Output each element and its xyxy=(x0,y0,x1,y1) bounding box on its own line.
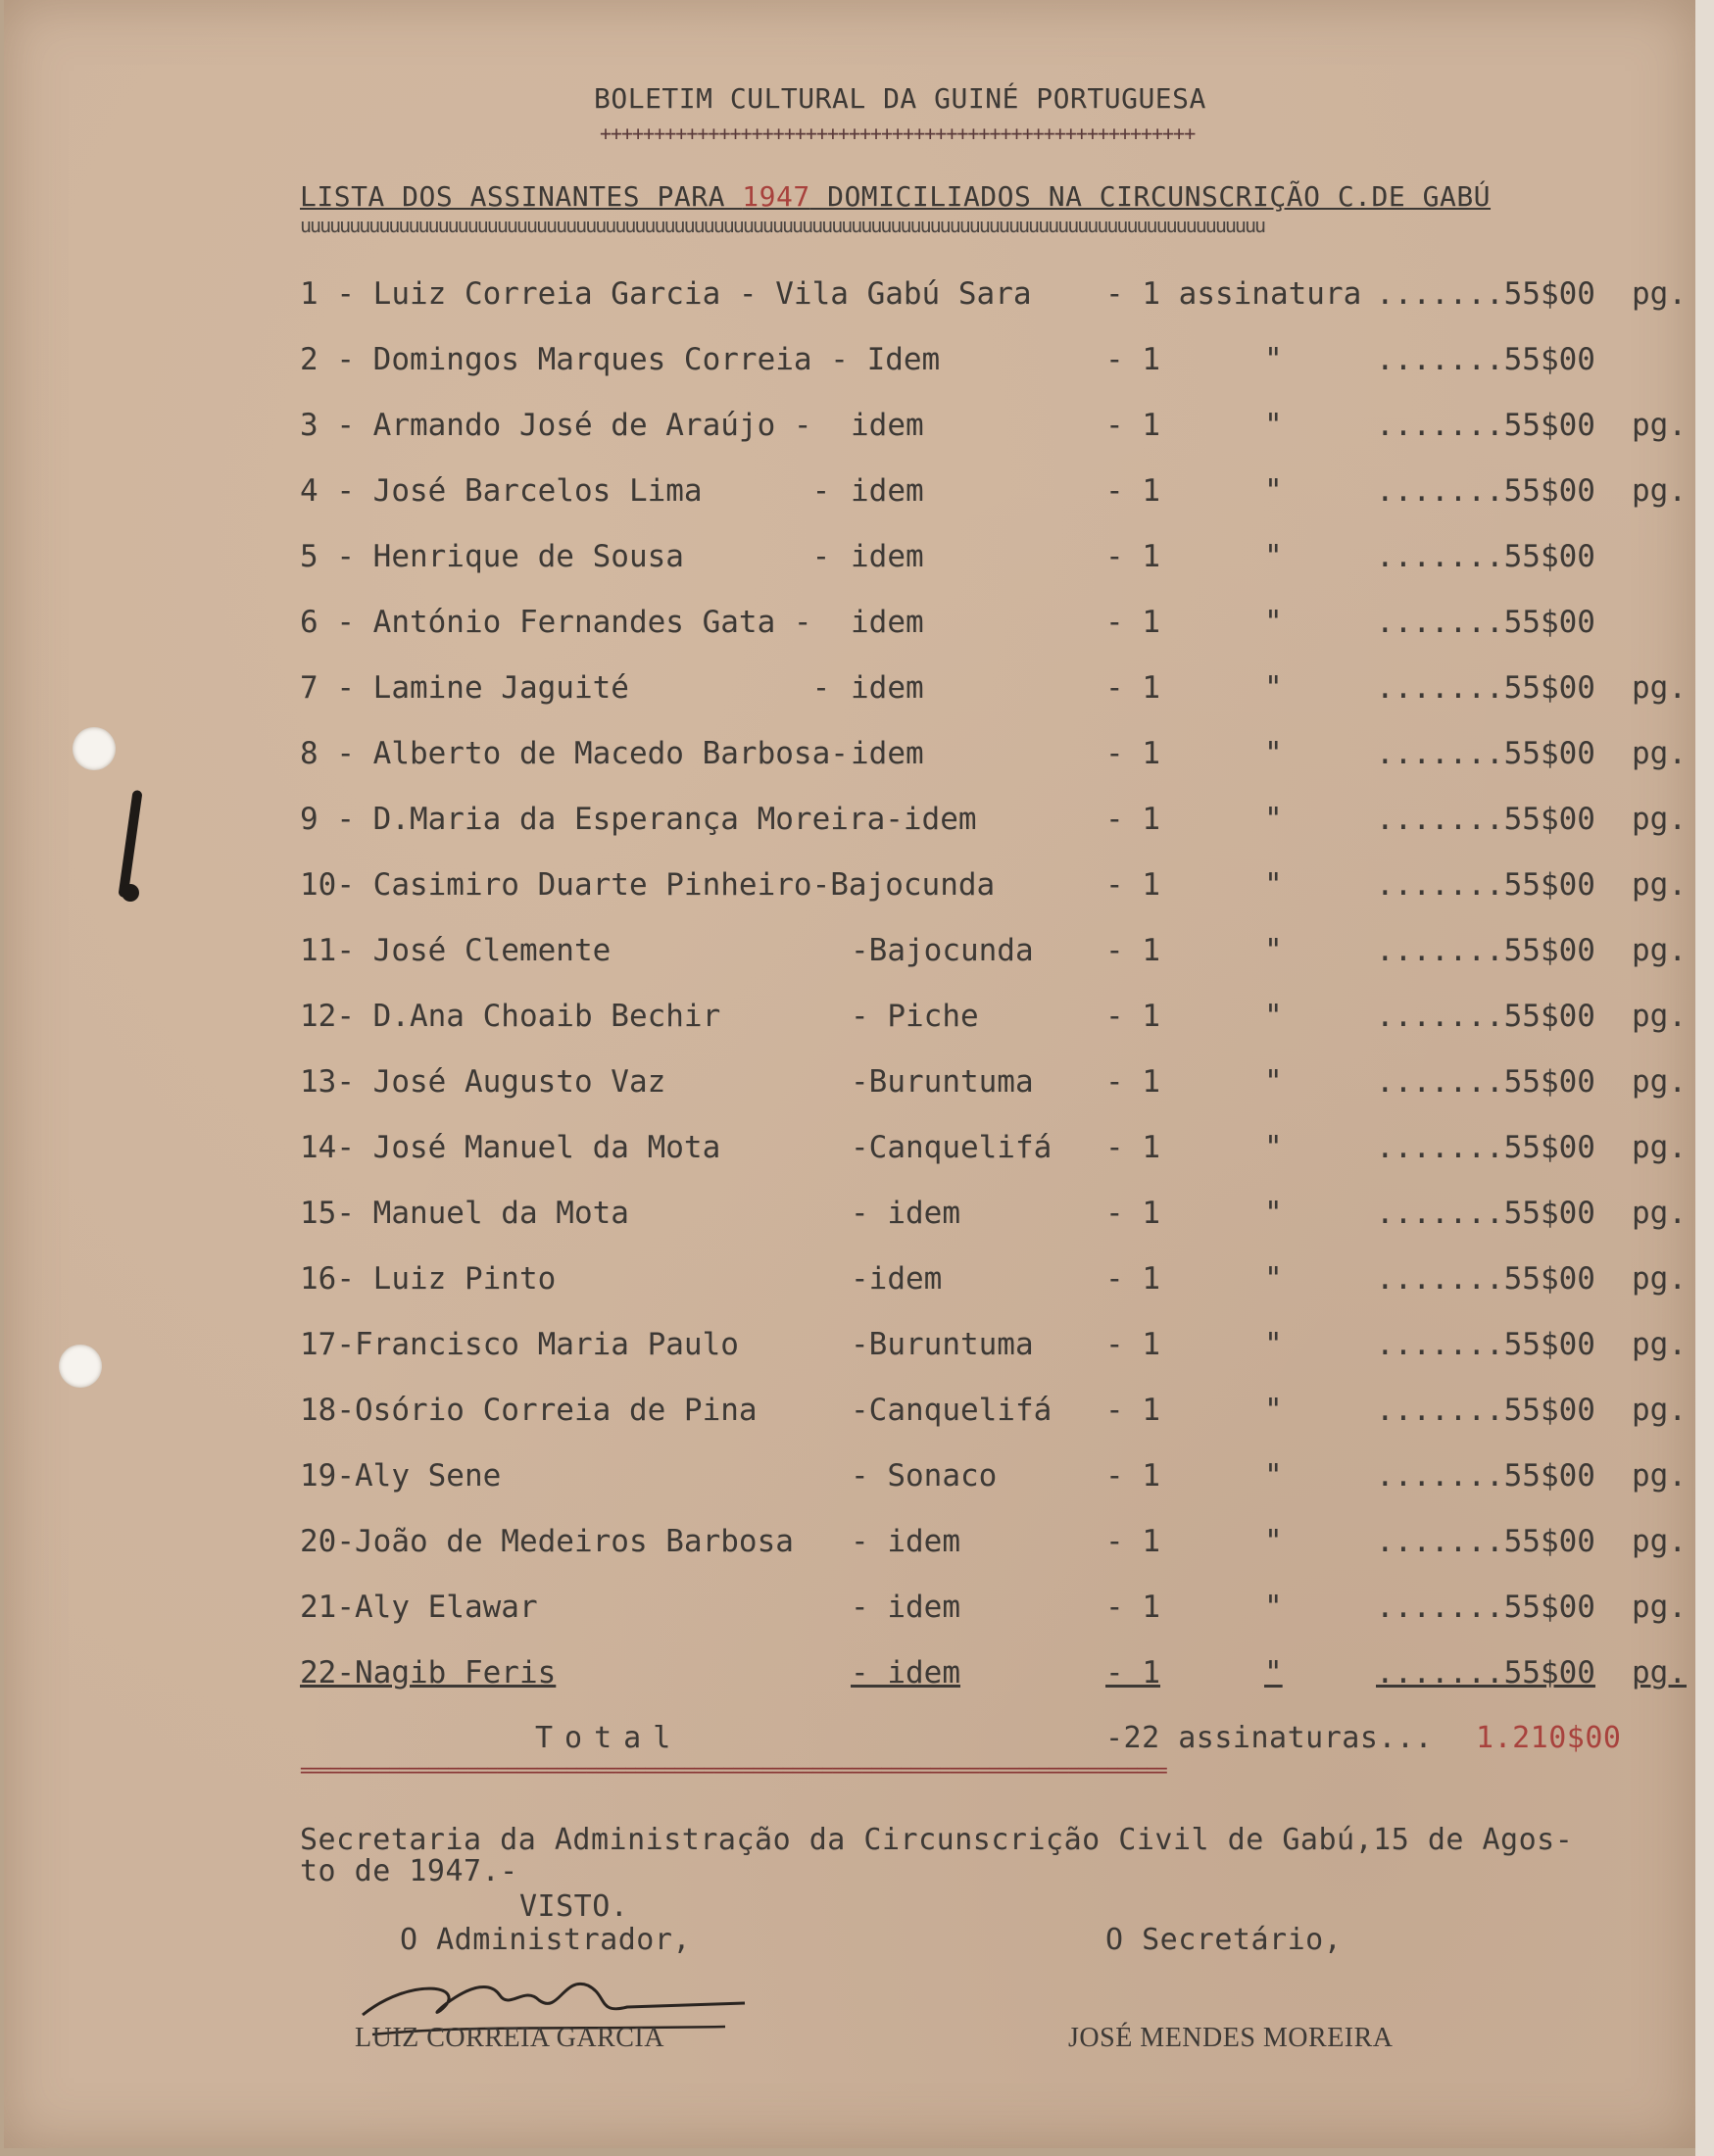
subscription-price: .......55$00 xyxy=(1376,1130,1595,1165)
list-item xyxy=(0,1064,1714,1103)
subscription-price: .......55$00 xyxy=(1376,736,1595,771)
ditto-mark: " xyxy=(1264,1196,1283,1231)
subscriber-name: 14- José Manuel da Mota xyxy=(300,1130,721,1165)
paid-mark: pg. xyxy=(1632,867,1687,903)
subscriber-name: 12- D.Ana Choaib Bechir xyxy=(300,999,721,1034)
subscriber-location: idem xyxy=(851,736,924,771)
ditto-mark: " xyxy=(1264,736,1283,771)
subscriber-name: 11- José Clemente xyxy=(300,933,612,968)
subscription-quantity: - 1 xyxy=(1105,933,1160,968)
paid-mark: pg. xyxy=(1632,1655,1687,1690)
subscription-quantity: - 1 xyxy=(1105,605,1160,640)
subscriber-location: - Piche xyxy=(851,999,979,1034)
subscription-quantity: - 1 xyxy=(1105,1655,1160,1690)
ditto-mark: " xyxy=(1264,539,1283,574)
subscription-quantity: - 1 xyxy=(1105,539,1160,574)
subscriber-name: 5 - Henrique de Sousa - xyxy=(300,539,831,574)
subscription-price: .......55$00 xyxy=(1376,605,1595,640)
list-item xyxy=(0,539,1714,578)
list-item xyxy=(0,342,1714,381)
ditto-mark: " xyxy=(1264,802,1283,837)
subscriber-location: idem xyxy=(851,539,924,574)
list-item xyxy=(0,1524,1714,1563)
subscriber-location: -Buruntuma xyxy=(851,1327,1034,1362)
subscriber-name: 1 - Luiz Correia Garcia - Vila Gabú Sara xyxy=(300,276,1032,312)
ditto-mark: " xyxy=(1264,933,1283,968)
subscriber-location: - idem xyxy=(851,1524,960,1559)
list-item xyxy=(0,867,1714,906)
administrator-label: O Administrador, xyxy=(400,1923,691,1957)
subscription-price: .......55$00 xyxy=(1376,408,1595,443)
subscription-price: .......55$00 xyxy=(1376,802,1595,837)
subscriber-location: - idem xyxy=(851,1655,960,1690)
subscription-price: .......55$00 xyxy=(1376,1590,1595,1625)
subscriber-name: 18-Osório Correia de Pina xyxy=(300,1393,758,1428)
subscriber-location: -Buruntuma xyxy=(851,1064,1034,1100)
paid-mark: pg. xyxy=(1632,802,1687,837)
ditto-mark: " xyxy=(1264,1064,1283,1100)
list-item xyxy=(0,933,1714,972)
administrator-name: LUIZ CORREIA GARCIA xyxy=(355,2023,664,2053)
subscription-quantity: - 1 xyxy=(1105,1261,1160,1297)
subscriber-location: idem xyxy=(851,473,924,509)
heading-rule: uuuuuuuuuuuuuuuuuuuuuuuuuuuuuuuuuuuuuuuuuuuuuuuuuuuuuuuuuuuuuuuuuuuuuuuuuuuuuuuuuuuuuuuuuuuuuuuuuu xyxy=(300,214,1265,237)
ditto-mark: " xyxy=(1264,1261,1283,1297)
subscription-quantity: - 1 xyxy=(1105,408,1160,443)
subscription-quantity: - 1 xyxy=(1105,1458,1160,1494)
paid-mark: pg. xyxy=(1632,276,1687,312)
subscriber-name: 17-Francisco Maria Paulo xyxy=(300,1327,739,1362)
subscription-quantity: - 1 xyxy=(1105,1524,1160,1559)
subscription-price: .......55$00 xyxy=(1376,999,1595,1034)
total-count: -22 assinaturas... xyxy=(1105,1721,1434,1755)
list-item xyxy=(0,605,1714,644)
subscription-price: .......55$00 xyxy=(1376,1524,1595,1559)
ditto-mark: " xyxy=(1264,1327,1283,1362)
subscription-quantity: - 1 xyxy=(1105,999,1160,1034)
paid-mark: pg. xyxy=(1632,1327,1687,1362)
list-item xyxy=(0,408,1714,447)
subscription-quantity: - 1 xyxy=(1105,1130,1160,1165)
list-item xyxy=(0,999,1714,1038)
subscription-quantity: - 1 xyxy=(1105,1590,1160,1625)
paid-mark: pg. xyxy=(1632,1590,1687,1625)
subscriber-name: 2 - Domingos Marques Correia - Idem xyxy=(300,342,941,377)
ditto-mark: " xyxy=(1264,999,1283,1034)
visto-label: VISTO. xyxy=(519,1889,629,1924)
subscriber-location: - idem xyxy=(851,1590,960,1625)
subscriber-name: 16- Luiz Pinto xyxy=(300,1261,557,1297)
subscription-price: .......55$00 xyxy=(1376,1655,1595,1690)
ditto-mark: " xyxy=(1264,867,1283,903)
subscriber-name: 21-Aly Elawar xyxy=(300,1590,538,1625)
paid-mark: pg. xyxy=(1632,1261,1687,1297)
subscriber-name: 4 - José Barcelos Lima - xyxy=(300,473,831,509)
paid-mark: pg. xyxy=(1632,1196,1687,1231)
paid-mark: pg. xyxy=(1632,1130,1687,1165)
subscription-quantity: - 1 xyxy=(1105,1327,1160,1362)
subscription-price: .......55$00 xyxy=(1376,276,1595,312)
ditto-mark: " xyxy=(1264,342,1283,377)
subscriber-location: -Canquelifá xyxy=(851,1393,1053,1428)
subscription-quantity: - 1 xyxy=(1105,342,1160,377)
subscription-quantity: - 1 xyxy=(1105,802,1160,837)
document-title: BOLETIM CULTURAL DA GUINÉ PORTUGUESA xyxy=(594,82,1206,115)
subscriber-location: idem xyxy=(851,670,924,706)
subscriber-name: 8 - Alberto de Macedo Barbosa- xyxy=(300,736,849,771)
list-item xyxy=(0,1458,1714,1497)
subscription-price: .......55$00 xyxy=(1376,539,1595,574)
list-item xyxy=(0,670,1714,710)
list-item xyxy=(0,736,1714,775)
list-item xyxy=(0,1261,1714,1300)
footer-line-1: Secretaria da Administração da Circunscrição Civil de Gabú,15 de Agos- xyxy=(300,1823,1574,1857)
subscriber-name: 6 - António Fernandes Gata - xyxy=(300,605,812,640)
subscriber-name: 22-Nagib Feris xyxy=(300,1655,557,1690)
subscriber-name: 3 - Armando José de Araújo - xyxy=(300,408,812,443)
list-item xyxy=(0,1196,1714,1235)
subscription-price: .......55$00 xyxy=(1376,1393,1595,1428)
ditto-mark: " xyxy=(1264,1130,1283,1165)
paid-mark: pg. xyxy=(1632,473,1687,509)
total-value: 1.210$00 xyxy=(1476,1721,1622,1755)
secretary-label: O Secretário, xyxy=(1105,1923,1343,1957)
subscription-quantity: - 1 xyxy=(1105,867,1160,903)
subscription-price: .......55$00 xyxy=(1376,670,1595,706)
list-item xyxy=(0,1655,1714,1694)
subscriber-name: 13- José Augusto Vaz xyxy=(300,1064,666,1100)
subscription-price: .......55$00 xyxy=(1376,933,1595,968)
list-item xyxy=(0,1393,1714,1432)
total-rule: ======================================================================================== xyxy=(300,1758,1166,1782)
ditto-mark: " xyxy=(1264,408,1283,443)
subscription-quantity: - 1 xyxy=(1105,1064,1160,1100)
footer-line-2: to de 1947.- xyxy=(300,1854,518,1888)
subscription-quantity: - 1 xyxy=(1105,1196,1160,1231)
paid-mark: pg. xyxy=(1632,408,1687,443)
title-rule: +++++++++++++++++++++++++++++++++++++++++++++++++++++++ xyxy=(600,122,1196,145)
ditto-mark: " xyxy=(1264,1524,1283,1559)
ditto-mark: " xyxy=(1264,1458,1283,1494)
subscriber-location: - idem xyxy=(851,1196,960,1231)
ditto-mark: " xyxy=(1264,670,1283,706)
ditto-mark: " xyxy=(1264,1393,1283,1428)
subscriber-location: -idem xyxy=(851,1261,943,1297)
paid-mark: pg. xyxy=(1632,933,1687,968)
paid-mark: pg. xyxy=(1632,1393,1687,1428)
subscriber-name: 9 - D.Maria da Esperança Moreira-idem xyxy=(300,802,977,837)
subscription-price: .......55$00 xyxy=(1376,1458,1595,1494)
subscriber-name: 20-João de Medeiros Barbosa xyxy=(300,1524,794,1559)
paid-mark: pg. xyxy=(1632,736,1687,771)
list-item xyxy=(0,473,1714,513)
paid-mark: pg. xyxy=(1632,1524,1687,1559)
total-label: Total xyxy=(535,1721,683,1755)
paid-mark: pg. xyxy=(1632,1458,1687,1494)
paid-mark: pg. xyxy=(1632,1064,1687,1100)
subscription-price: .......55$00 xyxy=(1376,1196,1595,1231)
subscriber-name: 10- Casimiro Duarte Pinheiro-Bajocunda xyxy=(300,867,996,903)
subscription-price: .......55$00 xyxy=(1376,1327,1595,1362)
subscription-price: .......55$00 xyxy=(1376,867,1595,903)
list-item xyxy=(0,276,1714,316)
ditto-mark: " xyxy=(1264,1655,1283,1690)
subscription-price: .......55$00 xyxy=(1376,1261,1595,1297)
secretary-name: JOSÉ MENDES MOREIRA xyxy=(1068,2023,1394,2053)
ditto-mark: " xyxy=(1264,605,1283,640)
subscription-quantity: - 1 xyxy=(1105,736,1160,771)
subscriber-location: -Canquelifá xyxy=(851,1130,1053,1165)
list-item xyxy=(0,1590,1714,1629)
paid-mark: pg. xyxy=(1632,670,1687,706)
subscription-price: .......55$00 xyxy=(1376,473,1595,509)
list-item xyxy=(0,1130,1714,1169)
subscriber-name: 19-Aly Sene xyxy=(300,1458,502,1494)
subscriber-location: - Sonaco xyxy=(851,1458,998,1494)
subscription-quantity: - 1 xyxy=(1105,473,1160,509)
subscription-quantity: - 1 assinatura xyxy=(1105,276,1362,312)
subscriber-name: 15- Manuel da Mota xyxy=(300,1196,629,1231)
ditto-mark: " xyxy=(1264,473,1283,509)
list-heading: LISTA DOS ASSINANTES PARA 1947 DOMICILIADOS NA CIRCUNSCRIÇÃO C.DE GABÚ xyxy=(300,180,1492,213)
subscriber-location: idem xyxy=(851,408,924,443)
paid-mark: pg. xyxy=(1632,999,1687,1034)
list-item xyxy=(0,1327,1714,1366)
ditto-mark: " xyxy=(1264,1590,1283,1625)
list-item xyxy=(0,802,1714,841)
subscriber-location: -Bajocunda xyxy=(851,933,1034,968)
subscriber-name: 7 - Lamine Jaguité - xyxy=(300,670,831,706)
subscription-price: .......55$00 xyxy=(1376,342,1595,377)
subscription-quantity: - 1 xyxy=(1105,670,1160,706)
subscriber-location: idem xyxy=(851,605,924,640)
subscription-quantity: - 1 xyxy=(1105,1393,1160,1428)
subscription-price: .......55$00 xyxy=(1376,1064,1595,1100)
